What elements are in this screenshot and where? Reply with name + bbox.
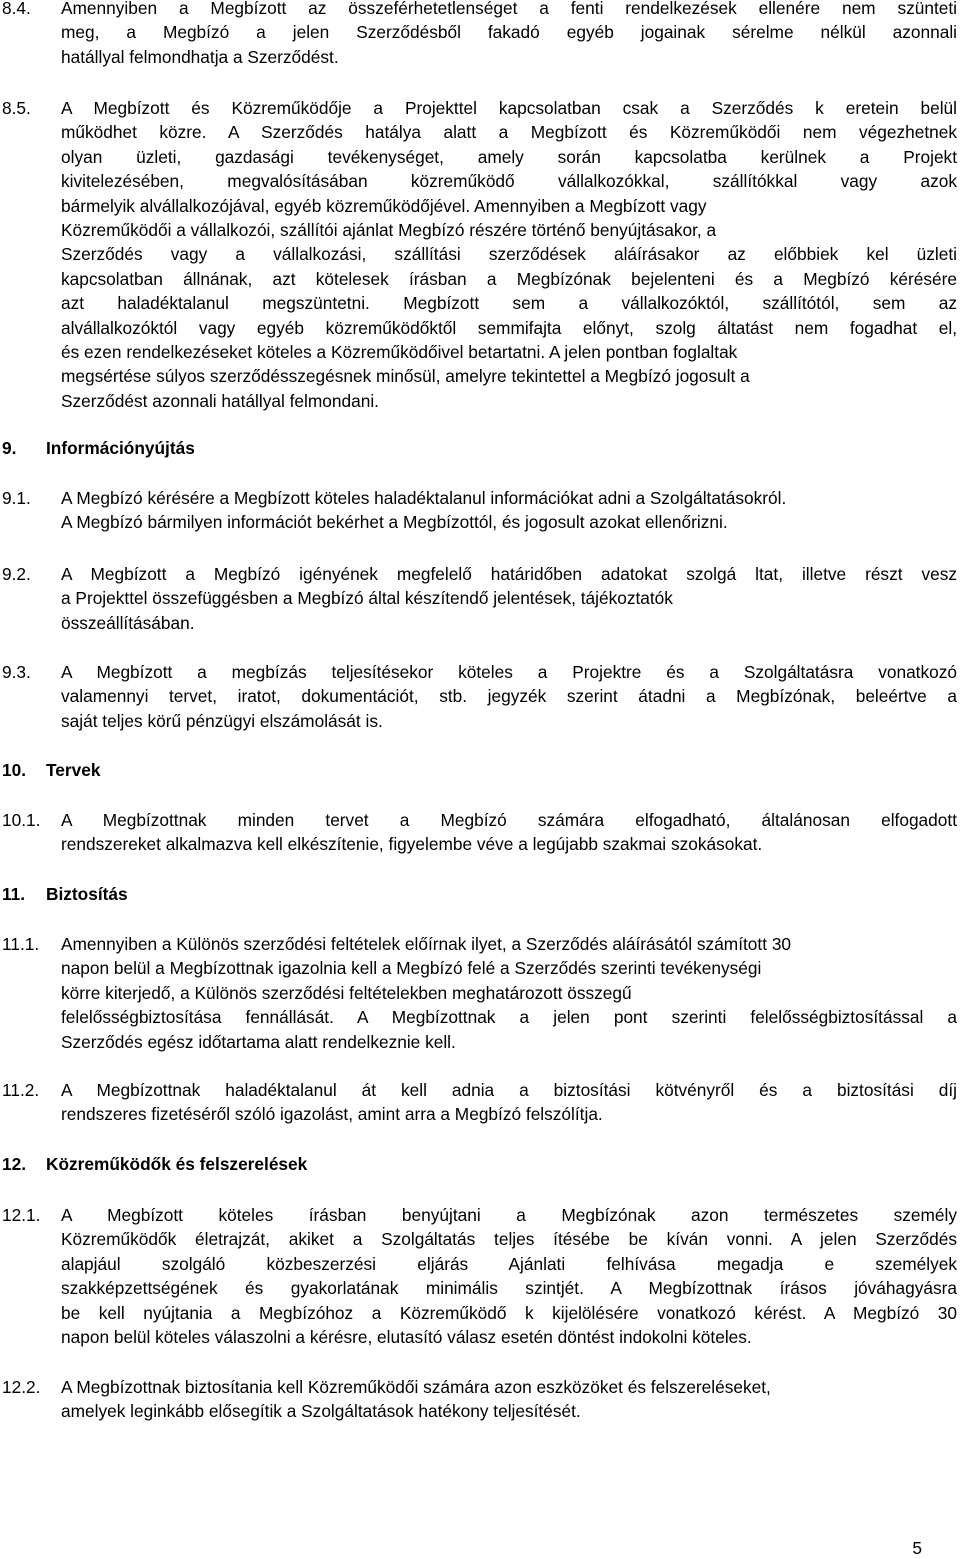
clause-text-line: azt haladéktalanul megszüntetni. Megbízott sem a vállalkozóktól, szállítótól, sem az [61, 293, 957, 314]
section-heading-11 [2, 882, 128, 906]
clause-number: 11.1. [2, 934, 40, 954]
clause-text-line: megsértése súlyos szerződésszegésnek minősül, amelyre tekintettel a Megbízó jogosult a [61, 366, 750, 387]
clause-text-line: Szerződést azonnali hatállyal felmondani. [61, 390, 379, 411]
clause-text-line: működhet közre. A Szerződés hatálya alatt a Megbízott és Közreműködői nem végezhetnek [61, 122, 957, 143]
section-number: 11. [2, 884, 26, 904]
clause-text-line: A Megbízott köteles írásban benyújtani a Megbízónak azon természetes személy [61, 1205, 957, 1225]
clause-text-line: rendszereket alkalmazva kell elkészítenie, figyelembe véve a legújabb szakmai szokásokat. [61, 834, 763, 855]
clause-text-line: napon belül köteles válaszolni a kérésre, elutasító válasz esetén döntést indokolni köteles. [61, 1327, 752, 1347]
clause-text-line: rendszeres fizetéséről szóló igazolást, amint arra a Megbízó felszólítja. [61, 1104, 603, 1125]
clause-text-line: A Megbízottnak biztosítania kell Közreműködői számára azon eszközöket és felszereléseket, [61, 1377, 771, 1397]
clause-text-line: A Megbízottnak minden tervet a Megbízó számára elfogadható, általánosan elfogadott [61, 810, 957, 830]
clause-text-line: Közreműködői a vállalkozói, szállítói ajánlat Megbízó részére történő benyújtásakor, a [61, 220, 717, 240]
clause-number: 9.1. [2, 488, 31, 508]
section-heading-10 [2, 758, 100, 782]
section-heading-9 [2, 436, 195, 460]
clause-text-line: és ezen rendelkezéseket köteles a Közreműködőivel betartatni. A jelen pontban foglaltak [61, 342, 738, 362]
clause-text-line: szakképzettségének és gyakorlatának minimális szintjét. A Megbízottnak írásos jóváhagyásra [61, 1278, 957, 1299]
clause-text-line: Szerződés egész időtartama alatt rendelkeznie kell. [61, 1031, 456, 1052]
page-number: 5 [912, 1538, 922, 1558]
clause-text-line: Szerződés vagy a vállalkozási, szállítási szerződések aláírásakor az előbbiek kel üzleti [61, 244, 957, 265]
clause-text-line: hatállyal felmondhatja a Szerződést. [61, 46, 339, 67]
clause-text-line: felelősségbiztosítása fennállását. A Megbízottnak a jelen pont szerinti felelősségbiztosítással a [61, 1007, 957, 1028]
clause-number: 11.2. [2, 1080, 40, 1100]
clause-text-line: A Megbízott a Megbízó igényének megfelelő határidőben adatokat szolgá ltat, illetve részt vesz [61, 564, 957, 584]
section-number: 9. [2, 438, 17, 458]
section-title: Közreműködők és felszerelések [46, 1154, 308, 1174]
clause-text-line: összeállításában. [61, 612, 195, 633]
section-title: Biztosítás [46, 884, 128, 904]
clause-number: 8.5. [2, 98, 31, 118]
clause-text-line: amelyek leginkább elősegítik a Szolgáltatások hatékony teljesítését. [61, 1401, 581, 1422]
clause-text-line: kapcsolatban állnának, azt kötelesek írásban a Megbízónak bejelenteni és a Megbízó kérésére [61, 268, 957, 289]
section-number: 12. [2, 1154, 27, 1174]
clause-text-line: alapjául szolgáló közbeszerzési eljárás Ajánlati felhívása megadja e személyek [61, 1253, 957, 1274]
clause-number: 12.1. [2, 1205, 41, 1225]
clause-number: 9.3. [2, 662, 31, 682]
clause-text-line: A Megbízó bármilyen információt bekérhet a Megbízottól, és jogosult azokat ellenőrizni. [61, 512, 728, 533]
clause-text-line: A Megbízott és Közreműködője a Projekttel kapcsolatban csak a Szerződés k eretein belül [61, 98, 957, 118]
clause-text-line: alvállalkozóktól vagy egyéb közreműködőktől semmifajta előnyt, szolg áltatást nem fogadhat el, [61, 317, 957, 338]
clause-number: 9.2. [2, 564, 31, 584]
clause-number: 10.1. [2, 810, 41, 830]
clause-text-line: A Megbízott a megbízás teljesítésekor köteles a Projektre és a Szolgáltatásra vonatkozó [61, 662, 957, 682]
section-heading-12 [2, 1152, 307, 1176]
clause-text-line: bármelyik alvállalkozójával, egyéb közreműködőjével. Amennyiben a Megbízott vagy [61, 195, 707, 216]
clause-text-line: saját teljes körű pénzügyi elszámolását is. [61, 710, 383, 731]
clause-text-line: be kell nyújtania a Megbízóhoz a Közreműködő k kijelölésére vonatkozó kérést. A Megbízó 30 [61, 1302, 957, 1323]
clause-text-line: kivitelezésében, megvalósításában közreműködő vállalkozókkal, szállítókkal vagy azok [61, 171, 957, 192]
clause-text-line: Közreműködők életrajzát, akiket a Szolgáltatás teljes ítésébe be kíván vonni. A jelen Szerződés [61, 1229, 957, 1250]
clause-text-line: A Megbízottnak haladéktalanul át kell adnia a biztosítási kötvényről és a biztosítási díj [61, 1080, 957, 1100]
clause-number: 8.4. [2, 0, 31, 18]
clause-text-line: a Projekttel összefüggésben a Megbízó által készítendő jelentések, tájékoztatók [61, 588, 673, 609]
clause-text-line: valamennyi tervet, iratot, dokumentációt, stb. jegyzék szerint átadni a Megbízónak, beleértve a [61, 686, 957, 707]
section-title: Tervek [46, 760, 101, 780]
clause-text-line: körre kiterjedő, a Különös szerződési feltételekben meghatározott összegű [61, 982, 632, 1003]
section-title: Információnyújtás [46, 438, 195, 458]
clause-text-line: A Megbízó kérésére a Megbízott köteles haladéktalanul információkat adni a Szolgáltatásokról. [61, 488, 787, 508]
clause-text-line: meg, a Megbízó a jelen Szerződésből fakadó egyéb jogainak sérelme nélkül azonnali [61, 22, 957, 43]
section-number: 10. [2, 760, 27, 780]
clause-number: 12.2. [2, 1377, 41, 1397]
clause-text-line: olyan üzleti, gazdasági tevékenységet, amely során kapcsolatba kerülnek a Projekt [61, 146, 957, 167]
clause-text-line: Amennyiben a Különös szerződési feltételek előírnak ilyet, a Szerződés aláírásától számított 30 [61, 934, 792, 954]
clause-text-line: napon belül a Megbízottnak igazolnia kell a Megbízó felé a Szerződés szerinti tevékenységi [61, 958, 762, 979]
clause-text-line: Amennyiben a Megbízott az összeférhetetlenséget a fenti rendelkezések ellenére nem szünteti [61, 0, 957, 18]
